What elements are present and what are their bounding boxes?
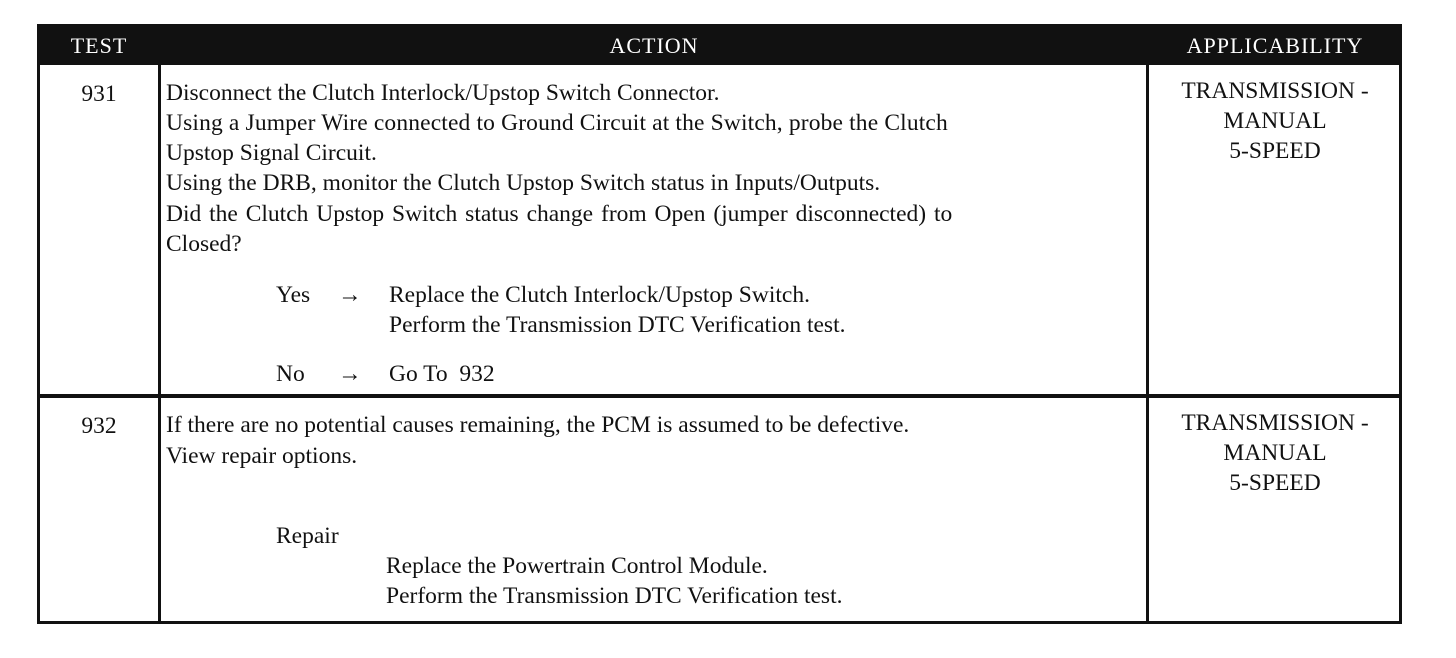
- column-divider: [1146, 65, 1149, 621]
- action-line: Closed?: [166, 231, 242, 257]
- action-line: View repair options.: [166, 443, 358, 469]
- applicability-line: MANUAL: [1223, 108, 1327, 134]
- arrow-icon: →: [338, 282, 362, 308]
- action-line: Disconnect the Clutch Interlock/Upstop Switch Connector.: [166, 80, 720, 106]
- action-line: Did the Clutch Upstop Switch status change from Open (jumper disconnected) to: [166, 201, 953, 227]
- header-test: TEST: [70, 33, 128, 58]
- yes-action-line: Replace the Clutch Interlock/Upstop Switch.: [389, 282, 810, 308]
- no-label: No: [276, 361, 305, 387]
- repair-label: Repair: [276, 523, 339, 549]
- yes-action-line: Perform the Transmission DTC Verification test.: [389, 312, 846, 338]
- applicability-line: MANUAL: [1223, 440, 1327, 466]
- action-line: If there are no potential causes remaining, the PCM is assumed to be defective.: [166, 412, 910, 438]
- yes-label: Yes: [276, 282, 311, 308]
- header-action: ACTION: [609, 33, 699, 58]
- applicability-line: TRANSMISSION -: [1181, 78, 1369, 104]
- action-line: Using the DRB, monitor the Clutch Upstop Switch status in Inputs/Outputs.: [166, 170, 881, 196]
- test-number: 932: [81, 413, 117, 439]
- row-divider: [40, 394, 1399, 398]
- arrow-icon: →: [338, 361, 362, 387]
- action-line: Upstop Signal Circuit.: [166, 140, 377, 166]
- no-action-text: Go To 932: [389, 361, 495, 387]
- applicability-line: 5-SPEED: [1229, 470, 1321, 496]
- repair-action-line: Perform the Transmission DTC Verification test.: [386, 583, 843, 609]
- applicability-line: TRANSMISSION -: [1181, 410, 1369, 436]
- repair-action-line: Replace the Powertrain Control Module.: [386, 553, 768, 579]
- test-number: 931: [81, 81, 117, 107]
- diagnostic-test-table: [37, 24, 1402, 624]
- action-line: Using a Jumper Wire connected to Ground Circuit at the Switch, probe the Clutch: [166, 110, 948, 136]
- table-header: [40, 27, 1399, 65]
- column-divider: [158, 65, 161, 621]
- header-applicability: APPLICABILITY: [1186, 33, 1364, 58]
- applicability-line: 5-SPEED: [1229, 138, 1321, 164]
